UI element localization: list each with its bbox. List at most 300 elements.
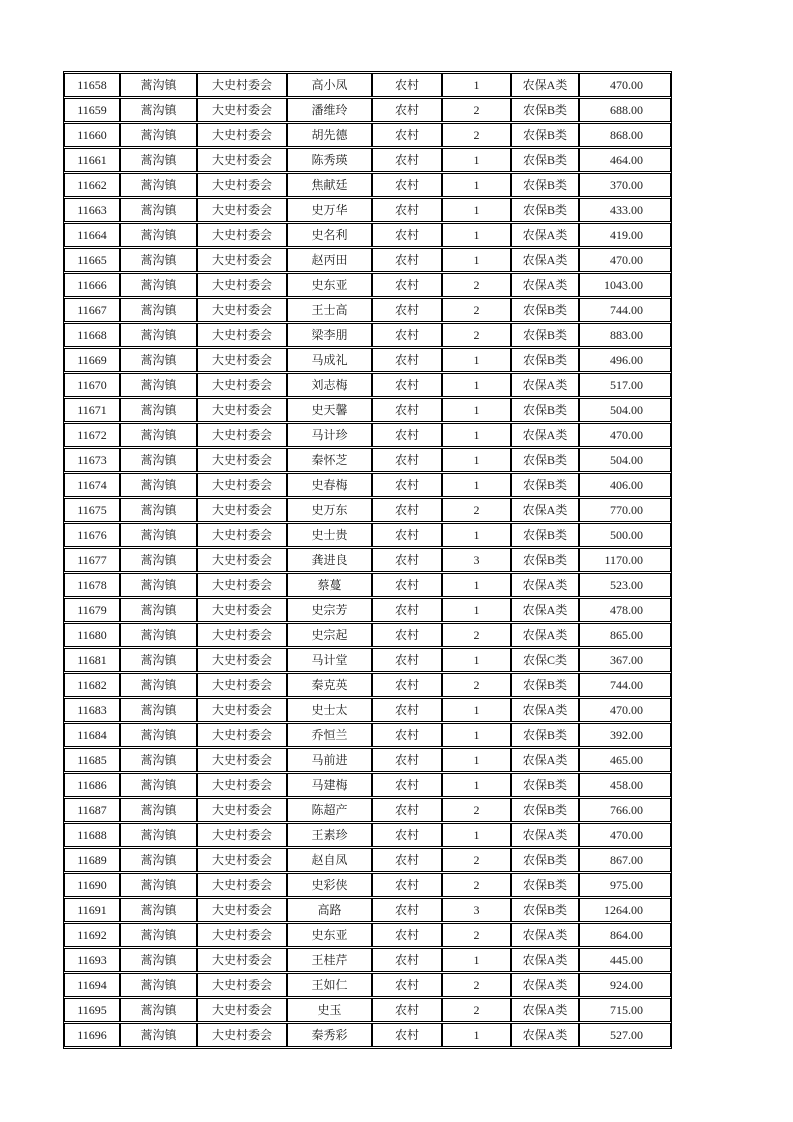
cell-amount: 744.00: [579, 298, 671, 322]
cell-amount: 500.00: [579, 523, 671, 547]
table-row: [64, 1023, 671, 1047]
cell-amount: 527.00: [579, 1023, 671, 1047]
cell-person-count: 1: [442, 698, 511, 722]
cell-town: 蒿沟镇: [120, 898, 197, 922]
cell-insurance-category: 农保A类: [511, 273, 579, 297]
cell-insurance-category: 农保A类: [511, 948, 579, 972]
cell-person-count: 1: [442, 223, 511, 247]
cell-town: 蒿沟镇: [120, 748, 197, 772]
cell-insurance-category: 农保A类: [511, 1023, 579, 1047]
table-row: [64, 98, 671, 122]
cell-name: 王如仁: [287, 973, 372, 997]
cell-amount: 470.00: [579, 248, 671, 272]
table-row: [64, 498, 671, 522]
cell-town: 蒿沟镇: [120, 248, 197, 272]
cell-village-committee: 大史村委会: [197, 973, 287, 997]
cell-residence-type: 农村: [372, 848, 442, 872]
cell-person-count: 1: [442, 348, 511, 372]
cell-town: 蒿沟镇: [120, 523, 197, 547]
table-row: [64, 73, 671, 97]
cell-town: 蒿沟镇: [120, 373, 197, 397]
cell-name: 马建梅: [287, 773, 372, 797]
cell-village-committee: 大史村委会: [197, 298, 287, 322]
cell-record-id: 11681: [64, 648, 120, 672]
cell-residence-type: 农村: [372, 348, 442, 372]
cell-record-id: 11680: [64, 623, 120, 647]
cell-village-committee: 大史村委会: [197, 273, 287, 297]
cell-village-committee: 大史村委会: [197, 248, 287, 272]
cell-village-committee: 大史村委会: [197, 773, 287, 797]
cell-insurance-category: 农保B类: [511, 898, 579, 922]
table-row: [64, 873, 671, 897]
table-row: [64, 748, 671, 772]
cell-town: 蒿沟镇: [120, 398, 197, 422]
cell-record-id: 11692: [64, 923, 120, 947]
cell-town: 蒿沟镇: [120, 548, 197, 572]
cell-town: 蒿沟镇: [120, 98, 197, 122]
cell-residence-type: 农村: [372, 798, 442, 822]
cell-person-count: 2: [442, 98, 511, 122]
cell-insurance-category: 农保B类: [511, 723, 579, 747]
table-row: [64, 998, 671, 1022]
cell-town: 蒿沟镇: [120, 873, 197, 897]
cell-insurance-category: 农保A类: [511, 248, 579, 272]
cell-name: 赵自凤: [287, 848, 372, 872]
cell-village-committee: 大史村委会: [197, 498, 287, 522]
cell-record-id: 11670: [64, 373, 120, 397]
cell-insurance-category: 农保B类: [511, 848, 579, 872]
cell-insurance-category: 农保B类: [511, 198, 579, 222]
cell-record-id: 11682: [64, 673, 120, 697]
cell-village-committee: 大史村委会: [197, 423, 287, 447]
cell-insurance-category: 农保B类: [511, 548, 579, 572]
cell-village-committee: 大史村委会: [197, 523, 287, 547]
cell-town: 蒿沟镇: [120, 323, 197, 347]
table-row: [64, 798, 671, 822]
cell-insurance-category: 农保B类: [511, 873, 579, 897]
cell-person-count: 2: [442, 298, 511, 322]
cell-insurance-category: 农保A类: [511, 698, 579, 722]
cell-town: 蒿沟镇: [120, 348, 197, 372]
cell-amount: 464.00: [579, 148, 671, 172]
cell-town: 蒿沟镇: [120, 123, 197, 147]
cell-person-count: 2: [442, 323, 511, 347]
cell-name: 史万华: [287, 198, 372, 222]
cell-name: 史名利: [287, 223, 372, 247]
cell-town: 蒿沟镇: [120, 723, 197, 747]
cell-insurance-category: 农保B类: [511, 148, 579, 172]
cell-village-committee: 大史村委会: [197, 348, 287, 372]
cell-person-count: 2: [442, 273, 511, 297]
table-row: [64, 923, 671, 947]
cell-insurance-category: 农保A类: [511, 73, 579, 97]
cell-record-id: 11691: [64, 898, 120, 922]
cell-village-committee: 大史村委会: [197, 373, 287, 397]
cell-town: 蒿沟镇: [120, 223, 197, 247]
cell-person-count: 2: [442, 923, 511, 947]
cell-name: 龚进良: [287, 548, 372, 572]
cell-person-count: 1: [442, 423, 511, 447]
cell-insurance-category: 农保B类: [511, 523, 579, 547]
cell-village-committee: 大史村委会: [197, 998, 287, 1022]
cell-person-count: 1: [442, 248, 511, 272]
table-row: [64, 298, 671, 322]
cell-town: 蒿沟镇: [120, 823, 197, 847]
cell-village-committee: 大史村委会: [197, 923, 287, 947]
table-row: [64, 473, 671, 497]
cell-amount: 504.00: [579, 448, 671, 472]
cell-name: 史宗起: [287, 623, 372, 647]
table-row: [64, 198, 671, 222]
cell-village-committee: 大史村委会: [197, 648, 287, 672]
cell-town: 蒿沟镇: [120, 1023, 197, 1047]
cell-name: 蔡蔓: [287, 573, 372, 597]
cell-person-count: 2: [442, 873, 511, 897]
cell-village-committee: 大史村委会: [197, 98, 287, 122]
cell-name: 焦献廷: [287, 173, 372, 197]
cell-insurance-category: 农保B类: [511, 448, 579, 472]
table-row: [64, 898, 671, 922]
cell-town: 蒿沟镇: [120, 448, 197, 472]
cell-insurance-category: 农保B类: [511, 798, 579, 822]
table-row: [64, 773, 671, 797]
cell-amount: 766.00: [579, 798, 671, 822]
cell-insurance-category: 农保A类: [511, 423, 579, 447]
cell-town: 蒿沟镇: [120, 948, 197, 972]
cell-record-id: 11666: [64, 273, 120, 297]
cell-name: 马计堂: [287, 648, 372, 672]
cell-name: 王桂芹: [287, 948, 372, 972]
cell-record-id: 11683: [64, 698, 120, 722]
cell-record-id: 11665: [64, 248, 120, 272]
cell-residence-type: 农村: [372, 373, 442, 397]
cell-village-committee: 大史村委会: [197, 548, 287, 572]
cell-name: 梁李朋: [287, 323, 372, 347]
cell-insurance-category: 农保A类: [511, 623, 579, 647]
cell-person-count: 1: [442, 523, 511, 547]
cell-residence-type: 农村: [372, 423, 442, 447]
cell-insurance-category: 农保A类: [511, 598, 579, 622]
cell-town: 蒿沟镇: [120, 598, 197, 622]
cell-insurance-category: 农保A类: [511, 498, 579, 522]
cell-village-committee: 大史村委会: [197, 398, 287, 422]
cell-record-id: 11663: [64, 198, 120, 222]
table-row: [64, 273, 671, 297]
cell-insurance-category: 农保B类: [511, 348, 579, 372]
cell-name: 马计珍: [287, 423, 372, 447]
cell-person-count: 1: [442, 773, 511, 797]
cell-person-count: 1: [442, 823, 511, 847]
cell-residence-type: 农村: [372, 398, 442, 422]
cell-amount: 470.00: [579, 698, 671, 722]
cell-residence-type: 农村: [372, 673, 442, 697]
table-row: [64, 573, 671, 597]
cell-amount: 523.00: [579, 573, 671, 597]
cell-residence-type: 农村: [372, 73, 442, 97]
cell-residence-type: 农村: [372, 923, 442, 947]
cell-amount: 465.00: [579, 748, 671, 772]
cell-person-count: 1: [442, 648, 511, 672]
cell-record-id: 11676: [64, 523, 120, 547]
cell-insurance-category: 农保C类: [511, 648, 579, 672]
cell-residence-type: 农村: [372, 248, 442, 272]
cell-record-id: 11688: [64, 823, 120, 847]
cell-insurance-category: 农保A类: [511, 973, 579, 997]
cell-record-id: 11661: [64, 148, 120, 172]
table-row: [64, 398, 671, 422]
table-row: [64, 323, 671, 347]
cell-person-count: 2: [442, 623, 511, 647]
cell-town: 蒿沟镇: [120, 848, 197, 872]
cell-record-id: 11679: [64, 598, 120, 622]
table-row: [64, 698, 671, 722]
cell-record-id: 11673: [64, 448, 120, 472]
cell-person-count: 1: [442, 448, 511, 472]
cell-insurance-category: 农保B类: [511, 298, 579, 322]
cell-residence-type: 农村: [372, 123, 442, 147]
cell-residence-type: 农村: [372, 1023, 442, 1047]
cell-town: 蒿沟镇: [120, 798, 197, 822]
cell-town: 蒿沟镇: [120, 498, 197, 522]
cell-record-id: 11667: [64, 298, 120, 322]
table-row: [64, 848, 671, 872]
cell-village-committee: 大史村委会: [197, 873, 287, 897]
cell-person-count: 1: [442, 723, 511, 747]
cell-name: 秦克英: [287, 673, 372, 697]
cell-record-id: 11696: [64, 1023, 120, 1047]
records-table: [63, 71, 672, 1049]
cell-name: 史天馨: [287, 398, 372, 422]
cell-village-committee: 大史村委会: [197, 198, 287, 222]
cell-name: 王素珍: [287, 823, 372, 847]
cell-town: 蒿沟镇: [120, 923, 197, 947]
cell-record-id: 11695: [64, 998, 120, 1022]
cell-amount: 770.00: [579, 498, 671, 522]
cell-amount: 744.00: [579, 673, 671, 697]
cell-name: 王士高: [287, 298, 372, 322]
table-row: [64, 548, 671, 572]
cell-residence-type: 农村: [372, 873, 442, 897]
cell-town: 蒿沟镇: [120, 573, 197, 597]
cell-town: 蒿沟镇: [120, 973, 197, 997]
table-row: [64, 598, 671, 622]
cell-amount: 392.00: [579, 723, 671, 747]
cell-record-id: 11693: [64, 948, 120, 972]
cell-insurance-category: 农保A类: [511, 748, 579, 772]
cell-residence-type: 农村: [372, 698, 442, 722]
cell-record-id: 11664: [64, 223, 120, 247]
cell-name: 秦秀彩: [287, 1023, 372, 1047]
cell-record-id: 11662: [64, 173, 120, 197]
cell-town: 蒿沟镇: [120, 423, 197, 447]
table-row: [64, 723, 671, 747]
records-table-body: [64, 73, 671, 1047]
cell-person-count: 1: [442, 398, 511, 422]
cell-amount: 470.00: [579, 823, 671, 847]
cell-person-count: 2: [442, 848, 511, 872]
cell-insurance-category: 农保B类: [511, 173, 579, 197]
cell-village-committee: 大史村委会: [197, 598, 287, 622]
cell-residence-type: 农村: [372, 748, 442, 772]
cell-town: 蒿沟镇: [120, 473, 197, 497]
cell-amount: 367.00: [579, 648, 671, 672]
table-row: [64, 373, 671, 397]
table-row: [64, 148, 671, 172]
cell-village-committee: 大史村委会: [197, 673, 287, 697]
table-row: [64, 973, 671, 997]
cell-village-committee: 大史村委会: [197, 848, 287, 872]
cell-name: 史万东: [287, 498, 372, 522]
cell-name: 秦怀芝: [287, 448, 372, 472]
cell-person-count: 2: [442, 798, 511, 822]
cell-amount: 496.00: [579, 348, 671, 372]
cell-village-committee: 大史村委会: [197, 323, 287, 347]
table-row: [64, 623, 671, 647]
cell-residence-type: 农村: [372, 773, 442, 797]
cell-record-id: 11687: [64, 798, 120, 822]
cell-record-id: 11658: [64, 73, 120, 97]
cell-amount: 470.00: [579, 423, 671, 447]
cell-person-count: 2: [442, 673, 511, 697]
table-row: [64, 673, 671, 697]
cell-record-id: 11671: [64, 398, 120, 422]
cell-residence-type: 农村: [372, 898, 442, 922]
cell-person-count: 1: [442, 148, 511, 172]
cell-amount: 924.00: [579, 973, 671, 997]
cell-amount: 883.00: [579, 323, 671, 347]
cell-name: 赵丙田: [287, 248, 372, 272]
cell-town: 蒿沟镇: [120, 298, 197, 322]
records-table-container: [63, 71, 672, 1049]
cell-record-id: 11686: [64, 773, 120, 797]
cell-residence-type: 农村: [372, 448, 442, 472]
cell-person-count: 2: [442, 973, 511, 997]
cell-name: 陈超产: [287, 798, 372, 822]
table-row: [64, 448, 671, 472]
table-row: [64, 823, 671, 847]
cell-amount: 868.00: [579, 123, 671, 147]
cell-person-count: 1: [442, 598, 511, 622]
cell-amount: 715.00: [579, 998, 671, 1022]
cell-insurance-category: 农保A类: [511, 223, 579, 247]
cell-residence-type: 农村: [372, 523, 442, 547]
cell-name: 高路: [287, 898, 372, 922]
cell-person-count: 1: [442, 1023, 511, 1047]
cell-name: 陈秀瑛: [287, 148, 372, 172]
cell-town: 蒿沟镇: [120, 198, 197, 222]
cell-person-count: 1: [442, 73, 511, 97]
cell-amount: 688.00: [579, 98, 671, 122]
cell-village-committee: 大史村委会: [197, 73, 287, 97]
cell-name: 史彩侠: [287, 873, 372, 897]
cell-person-count: 3: [442, 548, 511, 572]
cell-record-id: 11672: [64, 423, 120, 447]
cell-amount: 865.00: [579, 623, 671, 647]
cell-town: 蒿沟镇: [120, 648, 197, 672]
cell-amount: 433.00: [579, 198, 671, 222]
cell-town: 蒿沟镇: [120, 173, 197, 197]
cell-residence-type: 农村: [372, 948, 442, 972]
cell-town: 蒿沟镇: [120, 148, 197, 172]
cell-residence-type: 农村: [372, 573, 442, 597]
cell-village-committee: 大史村委会: [197, 698, 287, 722]
cell-name: 史士贵: [287, 523, 372, 547]
cell-residence-type: 农村: [372, 998, 442, 1022]
cell-record-id: 11669: [64, 348, 120, 372]
cell-amount: 419.00: [579, 223, 671, 247]
cell-amount: 458.00: [579, 773, 671, 797]
cell-village-committee: 大史村委会: [197, 573, 287, 597]
cell-amount: 470.00: [579, 73, 671, 97]
cell-person-count: 1: [442, 748, 511, 772]
cell-town: 蒿沟镇: [120, 73, 197, 97]
cell-residence-type: 农村: [372, 148, 442, 172]
cell-name: 史东亚: [287, 273, 372, 297]
cell-residence-type: 农村: [372, 473, 442, 497]
cell-insurance-category: 农保A类: [511, 823, 579, 847]
cell-village-committee: 大史村委会: [197, 173, 287, 197]
cell-name: 胡先德: [287, 123, 372, 147]
cell-amount: 445.00: [579, 948, 671, 972]
cell-amount: 867.00: [579, 848, 671, 872]
cell-village-committee: 大史村委会: [197, 623, 287, 647]
cell-record-id: 11674: [64, 473, 120, 497]
table-row: [64, 948, 671, 972]
cell-insurance-category: 农保B类: [511, 123, 579, 147]
cell-village-committee: 大史村委会: [197, 798, 287, 822]
cell-amount: 1264.00: [579, 898, 671, 922]
cell-name: 马成礼: [287, 348, 372, 372]
cell-amount: 864.00: [579, 923, 671, 947]
cell-name: 史玉: [287, 998, 372, 1022]
cell-residence-type: 农村: [372, 298, 442, 322]
cell-town: 蒿沟镇: [120, 698, 197, 722]
cell-person-count: 1: [442, 173, 511, 197]
cell-residence-type: 农村: [372, 323, 442, 347]
cell-insurance-category: 农保A类: [511, 373, 579, 397]
cell-town: 蒿沟镇: [120, 998, 197, 1022]
cell-insurance-category: 农保B类: [511, 98, 579, 122]
cell-record-id: 11675: [64, 498, 120, 522]
cell-amount: 975.00: [579, 873, 671, 897]
cell-record-id: 11684: [64, 723, 120, 747]
cell-record-id: 11685: [64, 748, 120, 772]
cell-name: 史士太: [287, 698, 372, 722]
cell-record-id: 11689: [64, 848, 120, 872]
cell-village-committee: 大史村委会: [197, 948, 287, 972]
cell-record-id: 11690: [64, 873, 120, 897]
cell-residence-type: 农村: [372, 823, 442, 847]
cell-amount: 1170.00: [579, 548, 671, 572]
cell-town: 蒿沟镇: [120, 673, 197, 697]
cell-insurance-category: 农保B类: [511, 673, 579, 697]
cell-person-count: 1: [442, 373, 511, 397]
cell-amount: 517.00: [579, 373, 671, 397]
cell-residence-type: 农村: [372, 198, 442, 222]
cell-village-committee: 大史村委会: [197, 223, 287, 247]
cell-village-committee: 大史村委会: [197, 823, 287, 847]
cell-person-count: 1: [442, 198, 511, 222]
cell-name: 高小凤: [287, 73, 372, 97]
cell-village-committee: 大史村委会: [197, 748, 287, 772]
cell-insurance-category: 农保B类: [511, 398, 579, 422]
table-row: [64, 173, 671, 197]
cell-village-committee: 大史村委会: [197, 898, 287, 922]
cell-name: 史春梅: [287, 473, 372, 497]
cell-residence-type: 农村: [372, 623, 442, 647]
cell-village-committee: 大史村委会: [197, 123, 287, 147]
cell-record-id: 11659: [64, 98, 120, 122]
